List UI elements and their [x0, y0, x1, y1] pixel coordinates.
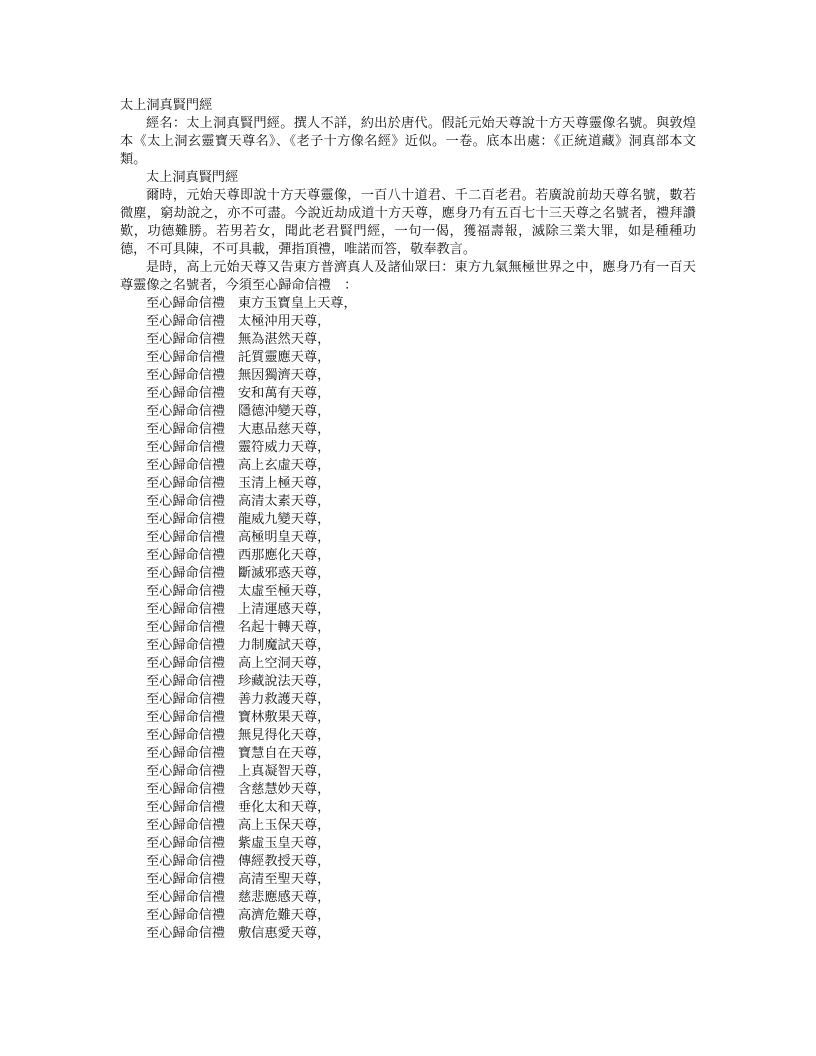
deity-name: 託質靈應天尊， — [238, 350, 331, 365]
litany-item — [120, 889, 696, 907]
litany-list — [120, 295, 696, 943]
deity-name: 敷信惠愛天尊， — [238, 926, 331, 941]
deity-name: 太虛至極天尊， — [238, 584, 331, 599]
litany-item — [120, 457, 696, 475]
litany-prefix: 至心歸命信禮 — [146, 296, 226, 311]
litany-item — [120, 907, 696, 925]
deity-name: 龍威九變天尊， — [238, 512, 331, 527]
deity-name: 垂化太和天尊， — [238, 800, 331, 815]
litany-prefix: 至心歸命信禮 — [146, 620, 226, 635]
deity-name: 安和萬有天尊， — [238, 386, 331, 401]
litany-item — [120, 871, 696, 889]
litany-item — [120, 565, 696, 583]
litany-prefix: 至心歸命信禮 — [146, 800, 226, 815]
deity-name: 傳經教授天尊， — [238, 854, 331, 869]
deity-name: 高極明皇天尊， — [238, 530, 331, 545]
litany-item — [120, 817, 696, 835]
litany-prefix: 至心歸命信禮 — [146, 422, 226, 437]
deity-name: 高濟危難天尊， — [238, 908, 331, 923]
litany-prefix: 至心歸命信禮 — [146, 440, 226, 455]
litany-prefix: 至心歸命信禮 — [146, 656, 226, 671]
litany-prefix: 至心歸命信禮 — [146, 332, 226, 347]
litany-item — [120, 511, 696, 529]
litany-item — [120, 421, 696, 439]
deity-name: 上清運感天尊， — [238, 602, 331, 617]
paragraph-2: 是時，高上元始天尊又告東方普濟真人及諸仙眾曰：東方九氣無極世界之中，應身乃有一百天尊靈像之名號者，今須至心歸命信禮 ： — [120, 260, 696, 293]
deity-name: 高清至聖天尊， — [238, 872, 331, 887]
litany-prefix: 至心歸命信禮 — [146, 710, 226, 725]
litany-prefix: 至心歸命信禮 — [146, 458, 226, 473]
deity-name: 無因獨濟天尊， — [238, 368, 331, 383]
litany-prefix: 至心歸命信禮 — [146, 692, 226, 707]
deity-name: 高清太素天尊， — [238, 494, 331, 509]
litany-item — [120, 853, 696, 871]
litany-prefix: 至心歸命信禮 — [146, 818, 226, 833]
litany-item — [120, 529, 696, 547]
litany-item — [120, 799, 696, 817]
deity-name: 名起十轉天尊， — [238, 620, 331, 635]
litany-prefix: 至心歸命信禮 — [146, 476, 226, 491]
deity-name: 斷滅邪惑天尊， — [238, 566, 331, 581]
litany-prefix: 至心歸命信禮 — [146, 908, 226, 923]
litany-prefix: 至心歸命信禮 — [146, 926, 226, 941]
deity-name: 高上玉保天尊， — [238, 818, 331, 833]
deity-name: 無見得化天尊， — [238, 728, 331, 743]
litany-item — [120, 655, 696, 673]
litany-item — [120, 367, 696, 385]
litany-item — [120, 349, 696, 367]
litany-prefix: 至心歸命信禮 — [146, 764, 226, 779]
deity-name: 寶林敷果天尊， — [238, 710, 331, 725]
deity-name: 紫虛玉皇天尊， — [238, 836, 331, 851]
litany-item — [120, 385, 696, 403]
litany-prefix: 至心歸命信禮 — [146, 314, 226, 329]
litany-item — [120, 547, 696, 565]
litany-prefix: 至心歸命信禮 — [146, 404, 226, 419]
litany-item — [120, 835, 696, 853]
litany-item — [120, 403, 696, 421]
litany-prefix: 至心歸命信禮 — [146, 512, 226, 527]
litany-prefix: 至心歸命信禮 — [146, 368, 226, 383]
litany-prefix: 至心歸命信禮 — [146, 566, 226, 581]
intro-paragraph: 經名：太上洞真賢門經。撰人不詳，約出於唐代。假託元始天尊說十方天尊靈像名號。與敦煌本《太上洞玄靈寶天尊名》、《老子十方像名經》近似。一卷。底本出處：《正統道藏》洞真部本文類。 — [120, 116, 696, 167]
document-subtitle: 太上洞真賢門經 — [146, 170, 239, 185]
deity-name: 無為湛然天尊， — [238, 332, 331, 347]
deity-name: 東方玉寶皇上天尊， — [238, 296, 357, 311]
deity-name: 靈符威力天尊， — [238, 440, 331, 455]
litany-item — [120, 331, 696, 349]
deity-name: 力制魔試天尊， — [238, 638, 331, 653]
litany-item — [120, 295, 696, 313]
litany-prefix: 至心歸命信禮 — [146, 350, 226, 365]
deity-name: 太極沖用天尊， — [238, 314, 331, 329]
litany-prefix: 至心歸命信禮 — [146, 836, 226, 851]
litany-item — [120, 763, 696, 781]
deity-name: 高上空洞天尊， — [238, 656, 331, 671]
litany-prefix: 至心歸命信禮 — [146, 890, 226, 905]
litany-item — [120, 619, 696, 637]
litany-prefix: 至心歸命信禮 — [146, 854, 226, 869]
litany-item — [120, 637, 696, 655]
deity-name: 寶慧自在天尊， — [238, 746, 331, 761]
deity-name: 高上玄虛天尊， — [238, 458, 331, 473]
deity-name: 西那應化天尊， — [238, 548, 331, 563]
litany-prefix: 至心歸命信禮 — [146, 782, 226, 797]
litany-item — [120, 727, 696, 745]
litany-prefix: 至心歸命信禮 — [146, 530, 226, 545]
litany-item — [120, 925, 696, 943]
document-title: 太上洞真賢門經 — [120, 98, 213, 113]
deity-name: 慈悲應感天尊， — [238, 890, 331, 905]
litany-item — [120, 313, 696, 331]
litany-prefix: 至心歸命信禮 — [146, 746, 226, 761]
litany-prefix: 至心歸命信禮 — [146, 638, 226, 653]
litany-item — [120, 745, 696, 763]
litany-item — [120, 475, 696, 493]
deity-name: 善力救護天尊， — [238, 692, 331, 707]
litany-prefix: 至心歸命信禮 — [146, 674, 226, 689]
litany-prefix: 至心歸命信禮 — [146, 584, 226, 599]
litany-prefix: 至心歸命信禮 — [146, 872, 226, 887]
litany-prefix: 至心歸命信禮 — [146, 386, 226, 401]
litany-prefix: 至心歸命信禮 — [146, 494, 226, 509]
litany-item — [120, 781, 696, 799]
litany-item — [120, 439, 696, 457]
deity-name: 大惠品慈天尊， — [238, 422, 331, 437]
deity-name: 含慈慧妙天尊， — [238, 782, 331, 797]
litany-prefix: 至心歸命信禮 — [146, 602, 226, 617]
litany-item — [120, 691, 696, 709]
litany-item — [120, 493, 696, 511]
deity-name: 珍藏說法天尊， — [238, 674, 331, 689]
litany-item — [120, 583, 696, 601]
litany-item — [120, 709, 696, 727]
litany-item — [120, 601, 696, 619]
litany-prefix: 至心歸命信禮 — [146, 728, 226, 743]
document-page — [120, 97, 696, 943]
deity-name: 上真凝智天尊， — [238, 764, 331, 779]
deity-name: 隱德沖變天尊， — [238, 404, 331, 419]
litany-item — [120, 673, 696, 691]
litany-prefix: 至心歸命信禮 — [146, 548, 226, 563]
paragraph-1: 爾時，元始天尊即說十方天尊靈像，一百八十道君、千二百老君。若廣說前劫天尊名號，數若微塵，窮劫說之，亦不可盡。今說近劫成道十方天尊，應身乃有五百七十三天尊之名號者，禮拜讚歎，功德難勝。若男若女，聞此老君賢門經，一句一偈，獲福壽報，滅除三業大罪，如是種種功德，不可具陳，不可具載，彈指頂禮，唯諾而答，敬奉教言。 — [120, 188, 696, 257]
deity-name: 玉清上極天尊， — [238, 476, 331, 491]
